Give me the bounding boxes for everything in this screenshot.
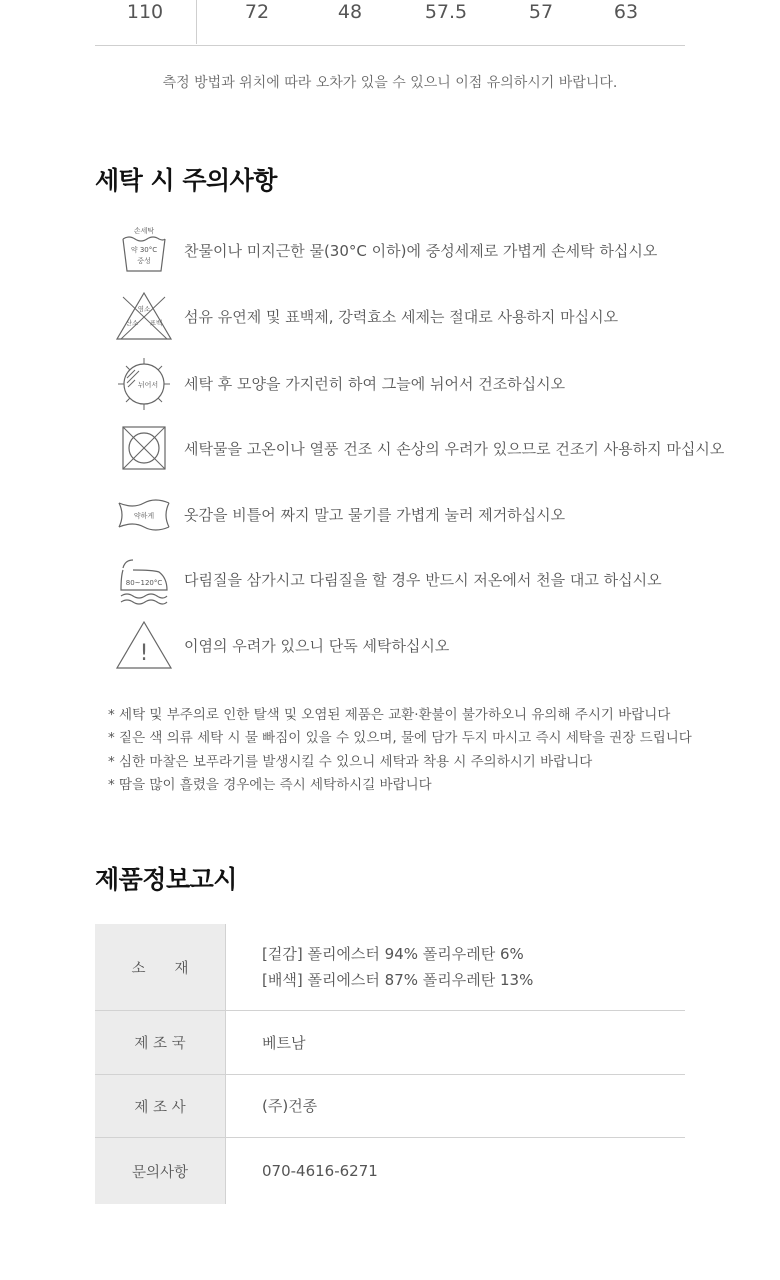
size-cell: 72 [244,1,270,23]
info-value-line: [배색] 폴리에스터 87% 폴리우레탄 13% [262,971,534,989]
info-value [262,1011,305,1074]
care-text: 옷감을 비틀어 짜지 말고 물기를 가볍게 눌러 제거하십시오 [184,506,566,524]
gentle-wring-icon [115,487,173,543]
shade-dry-icon [115,356,173,412]
iron-low-temp-icon [115,552,173,608]
table-row [95,1011,685,1075]
care-note: * 심한 마찰은 보푸라기를 발생시킬 수 있으니 세탁과 착용 시 주의하시기 바랍니다 [108,753,593,770]
icon-label: 약 30°C [130,246,158,254]
care-text: 섬유 유연제 및 표백제, 강력효소 세제는 절대로 사용하지 마십시오 [184,308,619,326]
icon-label: 뉘어서 [137,381,159,389]
care-item [115,223,695,279]
icon-label: 손세탁 [133,227,155,235]
icon-label: 표백 [149,319,163,327]
info-value-line: [겉감] 폴리에스터 94% 폴리우레탄 6% [262,945,524,963]
info-label: 문의사항 [95,1138,225,1204]
product-info-title: 제품정보고시 [95,865,237,894]
product-info-table [95,924,685,1204]
info-value [262,1075,317,1137]
no-bleach-icon [115,289,173,345]
info-label: 제 조 국 [95,1011,225,1074]
care-item [115,618,695,674]
info-value [262,924,533,1010]
icon-label: ! [139,641,149,666]
info-value [262,1138,378,1204]
care-note: * 땀을 많이 흘렸을 경우에는 즉시 세탁하시길 바랍니다 [108,776,432,793]
table-row [95,924,685,1011]
info-value-line: 베트남 [262,1033,306,1052]
info-label: 소 재 [95,924,225,1010]
no-tumble-dry-icon [115,421,173,477]
icon-label: 중성 [137,257,151,265]
care-item [115,552,695,608]
icon-label: 80~120°C [125,579,163,587]
hand-wash-30c-icon [115,223,173,279]
size-cell: 110 [126,1,164,23]
info-value-line: (주)건종 [262,1097,318,1115]
size-cell: 48 [337,1,363,23]
table-divider [225,924,226,1204]
size-cell: 57.5 [424,1,468,23]
care-text: 세탁 후 모양을 가지런히 하여 그늘에 뉘어서 건조하십시오 [184,375,566,393]
size-cell: 57 [528,1,554,23]
care-text: 다림질을 삼가시고 다림질을 할 경우 반드시 저온에서 천을 대고 하십시오 [184,571,662,589]
info-label: 제 조 사 [95,1075,225,1137]
icon-label: 염소 [137,305,151,313]
care-text: 세탁물을 고온이나 열풍 건조 시 손상의 우려가 있으므로 건조기 사용하지 마십시오 [184,440,725,458]
care-item [115,421,725,477]
table-row [95,1138,685,1204]
care-item [115,289,695,345]
care-section-title: 세탁 시 주의사항 [95,166,277,195]
care-text: 이염의 우려가 있으니 단독 세탁하십시오 [184,637,450,655]
care-note: * 짙은 색 의류 세탁 시 물 빠짐이 있을 수 있으며, 물에 담가 두지 마시고 즉시 세탁을 권장 드립니다 [108,730,692,747]
size-measurement-note: 측정 방법과 위치에 따라 오차가 있을 수 있으니 이점 유의하시기 바랍니다. [162,75,618,91]
care-notes [108,704,728,797]
care-text: 찬물이나 미지근한 물(30°C 이하)에 중성세제로 가볍게 손세탁 하십시오 [184,242,658,260]
size-table-row [95,0,685,46]
icon-label: 산소 [125,319,139,327]
size-table-divider [196,0,197,44]
size-cell: 63 [613,1,639,23]
care-note: * 세탁 및 부주의로 인한 탈색 및 오염된 제품은 교환·환불이 불가하오니 유의해 주시기 바랍니다 [108,707,671,723]
care-item [115,487,695,543]
care-item [115,356,695,412]
table-row [95,1075,685,1138]
warning-icon [115,618,173,674]
icon-label: 약하게 [133,512,155,520]
info-value-line: 070-4616-6271 [262,1162,378,1180]
